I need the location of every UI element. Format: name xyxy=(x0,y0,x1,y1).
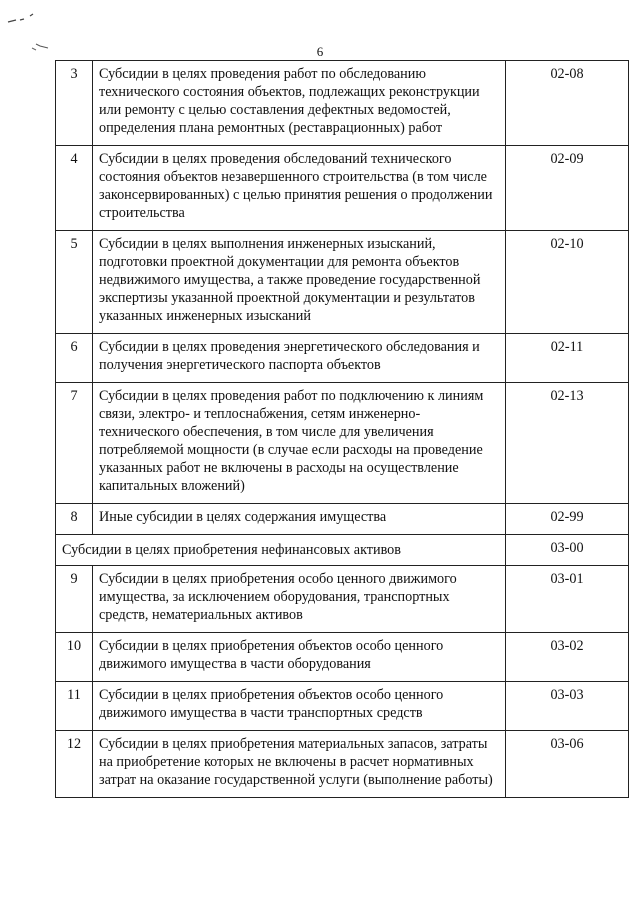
subsidy-table xyxy=(55,60,629,798)
table-row xyxy=(56,334,629,383)
row-description: Иные субсидии в целях содержания имущества xyxy=(93,504,506,535)
table-row xyxy=(56,231,629,334)
row-number: 12 xyxy=(56,731,93,798)
table-row xyxy=(56,633,629,682)
row-code: 03-01 xyxy=(506,566,629,633)
row-number: 11 xyxy=(56,682,93,731)
row-description: Субсидии в целях проведения работ по обследованию технического состояния объектов, подлежащих реконструкции или ремонту с целью составления дефектных ведомостей, определения плана ремонтных (реставрационных) работ xyxy=(93,61,506,146)
row-code: 02-09 xyxy=(506,146,629,231)
table-row xyxy=(56,566,629,633)
row-description: Субсидии в целях приобретения объектов особо ценного движимого имущества в части транспортных средств xyxy=(93,682,506,731)
row-code: 03-02 xyxy=(506,633,629,682)
table-row xyxy=(56,504,629,535)
row-description: Субсидии в целях проведения работ по подключению к линиям связи, электро- и теплоснабжения, сетям инженерно-технического обеспечения, в том числе для увеличения потребляемой мощности (в случае если расходы на проведение указанных работ не включены в расходы на осуществление капитальных вложений) xyxy=(93,383,506,504)
page-number: 6 xyxy=(316,44,324,59)
section-row xyxy=(56,535,629,566)
row-number: 6 xyxy=(56,334,93,383)
row-code: 03-06 xyxy=(506,731,629,798)
row-number: 10 xyxy=(56,633,93,682)
table-row xyxy=(56,682,629,731)
row-description: Субсидии в целях проведения обследований технического состояния объектов незавершенного строительства (в том числе законсервированных) с целью принятия решения о продолжении строительства xyxy=(93,146,506,231)
table-row xyxy=(56,731,629,798)
table-row xyxy=(56,61,629,146)
row-description: Субсидии в целях приобретения материальных запасов, затраты на приобретение которых не включены в расчет нормативных затрат на оказание государственной услуги (выполнение работы) xyxy=(93,731,506,798)
row-number: 9 xyxy=(56,566,93,633)
row-description: Субсидии в целях приобретения особо ценного движимого имущества, за исключением оборудования, транспортных средств, нематериальных активов xyxy=(93,566,506,633)
row-description: Субсидии в целях проведения энергетического обследования и получения энергетического паспорта объектов xyxy=(93,334,506,383)
row-code: 02-13 xyxy=(506,383,629,504)
section-title: Субсидии в целях приобретения нефинансовых активов xyxy=(56,535,506,566)
row-description: Субсидии в целях приобретения объектов особо ценного движимого имущества в части оборудования xyxy=(93,633,506,682)
row-code: 02-11 xyxy=(506,334,629,383)
row-number: 3 xyxy=(56,61,93,146)
row-code: 02-08 xyxy=(506,61,629,146)
row-number: 7 xyxy=(56,383,93,504)
table-row xyxy=(56,146,629,231)
row-code: 03-03 xyxy=(506,682,629,731)
section-code: 03-00 xyxy=(506,535,629,566)
row-description: Субсидии в целях выполнения инженерных изысканий, подготовки проектной документации для ремонта объектов недвижимого имущества, а также проведение государственной экспертизы указанной проектной документации и результатов указанных инженерных изысканий xyxy=(93,231,506,334)
row-code: 02-99 xyxy=(506,504,629,535)
row-code: 02-10 xyxy=(506,231,629,334)
row-number: 8 xyxy=(56,504,93,535)
table-row xyxy=(56,383,629,504)
row-number: 4 xyxy=(56,146,93,231)
row-number: 5 xyxy=(56,231,93,334)
